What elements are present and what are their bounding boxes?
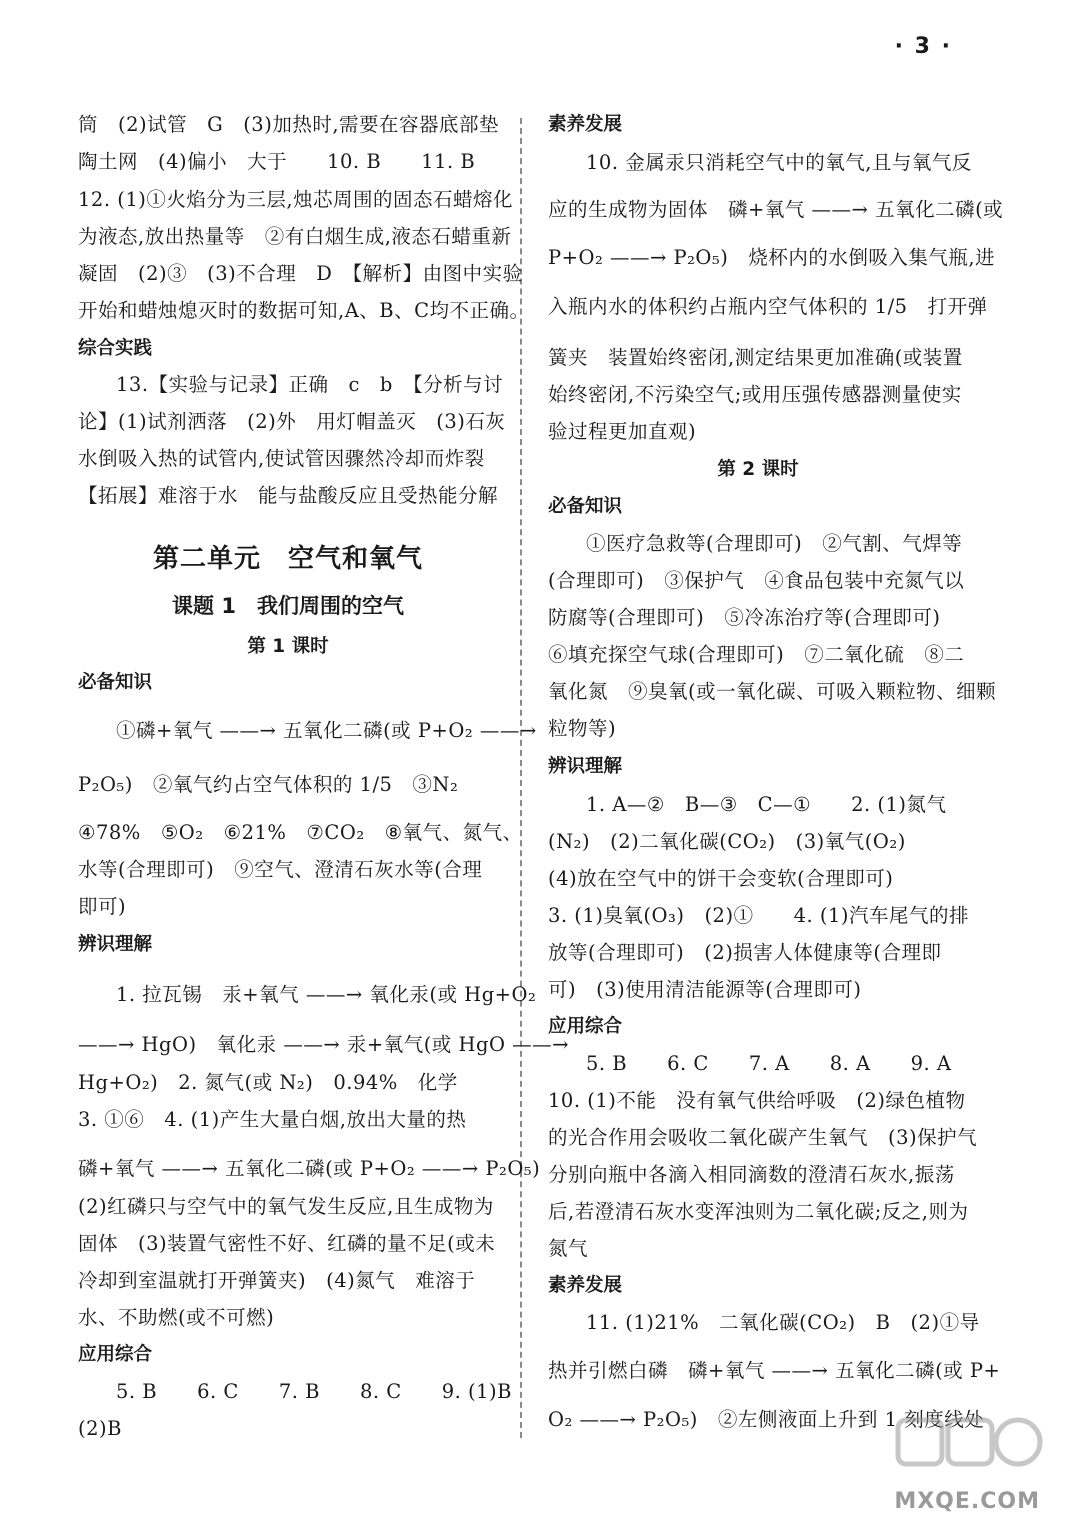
text-line: Hg+O₂) 2. 氮气(或 N₂) 0.94% 化学 [78, 1071, 458, 1094]
text-line: 凝固 (2)③ (3)不合理 D 【解析】由图中实验 [78, 262, 523, 285]
unit-title: 第二单元 空气和氧气 [152, 544, 423, 574]
section-heading: 必备知识 [78, 672, 153, 693]
text-line: 防腐等(合理即可) ⑤冷冻治疗等(合理即可) [548, 606, 941, 629]
text-line: 分别向瓶中各滴入相同滴数的澄清石灰水,振荡 [548, 1163, 955, 1186]
text-line: 3. ①⑥ 4. (1)产生大量白烟,放出大量的热 [78, 1108, 467, 1131]
text-line: 10. (1)不能 没有氧气供给呼吸 (2)绿色植物 [548, 1089, 966, 1112]
text-line: ④78% ⑤O₂ ⑥21% ⑦CO₂ ⑧氧气、氮气、 [78, 821, 523, 844]
text-line: 水倒吸入热的试管内,使试管因骤然冷却而炸裂 [78, 447, 485, 470]
text-line: P₂O₅) ②氧气约占空气体积的 1/5 ③N₂ [78, 773, 459, 796]
text-line: 后,若澄清石灰水变浑浊则为二氧化碳;反之,则为 [548, 1200, 969, 1223]
text-line: 陶土网 (4)偏小 大于 10. B 11. B [78, 150, 476, 173]
text-line: 的光合作用会吸收二氧化碳产生氧气 (3)保护气 [548, 1126, 978, 1149]
text-line: 1. A—② B—③ C—① 2. (1)氮气 [586, 793, 947, 816]
text-line: 水等(合理即可) ⑨空气、澄清石灰水等(合理 [78, 858, 483, 881]
text-line: 氮气 [548, 1237, 589, 1260]
text-line: 即可) [78, 895, 127, 918]
section-heading: 应用综合 [548, 1016, 623, 1037]
text-line: 5. B 6. C 7. A 8. A 9. A [586, 1052, 952, 1075]
text-line: 始终密闭,不污染空气;或用压强传感器测量使实 [548, 383, 962, 406]
section-heading: 辨识理解 [548, 756, 623, 777]
section-heading: 必备知识 [548, 496, 623, 517]
period-title: 第 1 课时 [247, 636, 329, 657]
text-line: ——→ HgO) 氧化汞 ——→ 汞+氧气(或 HgO ——→ [78, 1033, 570, 1056]
text-line: ⑥填充探空气球(合理即可) ⑦二氧化硫 ⑧二 [548, 643, 965, 666]
text-line: 1. 拉瓦锡 汞+氧气 ——→ 氧化汞(或 Hg+O₂ [116, 983, 537, 1006]
section-heading: 应用综合 [78, 1344, 153, 1365]
text-line: 氧化氮 ⑨臭氧(或一氧化碳、可吸入颗粒物、细颗 [548, 680, 997, 703]
text-line: ①医疗急救等(合理即可) ②气割、气焊等 [586, 532, 963, 555]
text-line: 5. B 6. C 7. B 8. C 9. (1)B [116, 1380, 512, 1403]
text-line: 磷+氧气 ——→ 五氧化二磷(或 P+O₂ ——→ P₂O₅) [78, 1157, 541, 1180]
text-line: 可) (3)使用清洁能源等(合理即可) [548, 978, 862, 1001]
text-line: 固体 (3)装置气密性不好、红磷的量不足(或未 [78, 1232, 496, 1255]
section-heading: 综合实践 [78, 338, 153, 359]
text-line: 放等(合理即可) (2)损害人体健康等(合理即 [548, 941, 942, 964]
text-line: (N₂) (2)二氧化碳(CO₂) (3)氧气(O₂) [548, 830, 906, 853]
text-line: 粒物等) [548, 717, 617, 740]
text-line: 簧夹 装置始终密闭,测定结果更加准确(或装置 [548, 346, 963, 369]
page-number: · 3 · [894, 34, 952, 59]
section-heading: 素养发展 [548, 1275, 623, 1296]
text-line: P+O₂ ——→ P₂O₅) 烧杯内的水倒吸入集气瓶,进 [548, 246, 996, 269]
text-line: 入瓶内水的体积约占瓶内空气体积的 1/5 打开弹 [548, 295, 988, 318]
text-line: ①磷+氧气 ——→ 五氧化二磷(或 P+O₂ ——→ [116, 719, 537, 742]
text-line: 水、不助燃(或不可燃) [78, 1306, 275, 1329]
text-line: (4)放在空气中的饼干会变软(合理即可) [548, 867, 894, 890]
text-line: 论】(1)试剂洒落 (2)外 用灯帽盖灭 (3)石灰 [78, 410, 506, 433]
text-line: 【拓展】难溶于水 能与盐酸反应且受热能分解 [78, 484, 499, 507]
section-heading: 素养发展 [548, 114, 623, 135]
lesson-title: 课题 1 我们周围的空气 [172, 594, 404, 618]
period-title: 第 2 课时 [717, 459, 799, 480]
text-line: 11. (1)21% 二氧化碳(CO₂) B (2)①导 [586, 1311, 980, 1334]
text-line: 应的生成物为固体 磷+氧气 ——→ 五氧化二磷(或 [548, 198, 1004, 221]
text-line: 验过程更加直观) [548, 420, 697, 443]
text-line: 冷却到室温就打开弹簧夹) (4)氮气 难溶于 [78, 1269, 476, 1292]
text-line: (2)红磷只与空气中的氧气发生反应,且生成物为 [78, 1195, 494, 1218]
text-line: 13.【实验与记录】正确 c b 【分析与讨 [116, 373, 504, 396]
text-line: 开始和蜡烛熄灭时的数据可知,A、B、C均不正确。 [78, 299, 530, 322]
text-line: 筒 (2)试管 G (3)加热时,需要在容器底部垫 [78, 113, 500, 136]
text-line: 10. 金属汞只消耗空气中的氧气,且与氧气反 [586, 151, 972, 174]
watermark-text: MXQE.COM [894, 1489, 1040, 1514]
text-line: 12. (1)①火焰分为三层,烛芯周围的固态石蜡熔化 [78, 188, 514, 211]
text-line: 热并引燃白磷 磷+氧气 ——→ 五氧化二磷(或 P+ [548, 1359, 1001, 1382]
text-line: 为液态,放出热量等 ②有白烟生成,液态石蜡重新 [78, 225, 512, 248]
text-line: 3. (1)臭氧(O₃) (2)① 4. (1)汽车尾气的排 [548, 904, 969, 927]
text-line: O₂ ——→ P₂O₅) ②左侧液面上升到 1 刻度线处 [548, 1408, 985, 1431]
text-line: (合理即可) ③保护气 ④食品包装中充氮气以 [548, 569, 965, 592]
text-line: (2)B [78, 1417, 122, 1440]
section-heading: 辨识理解 [78, 934, 153, 955]
